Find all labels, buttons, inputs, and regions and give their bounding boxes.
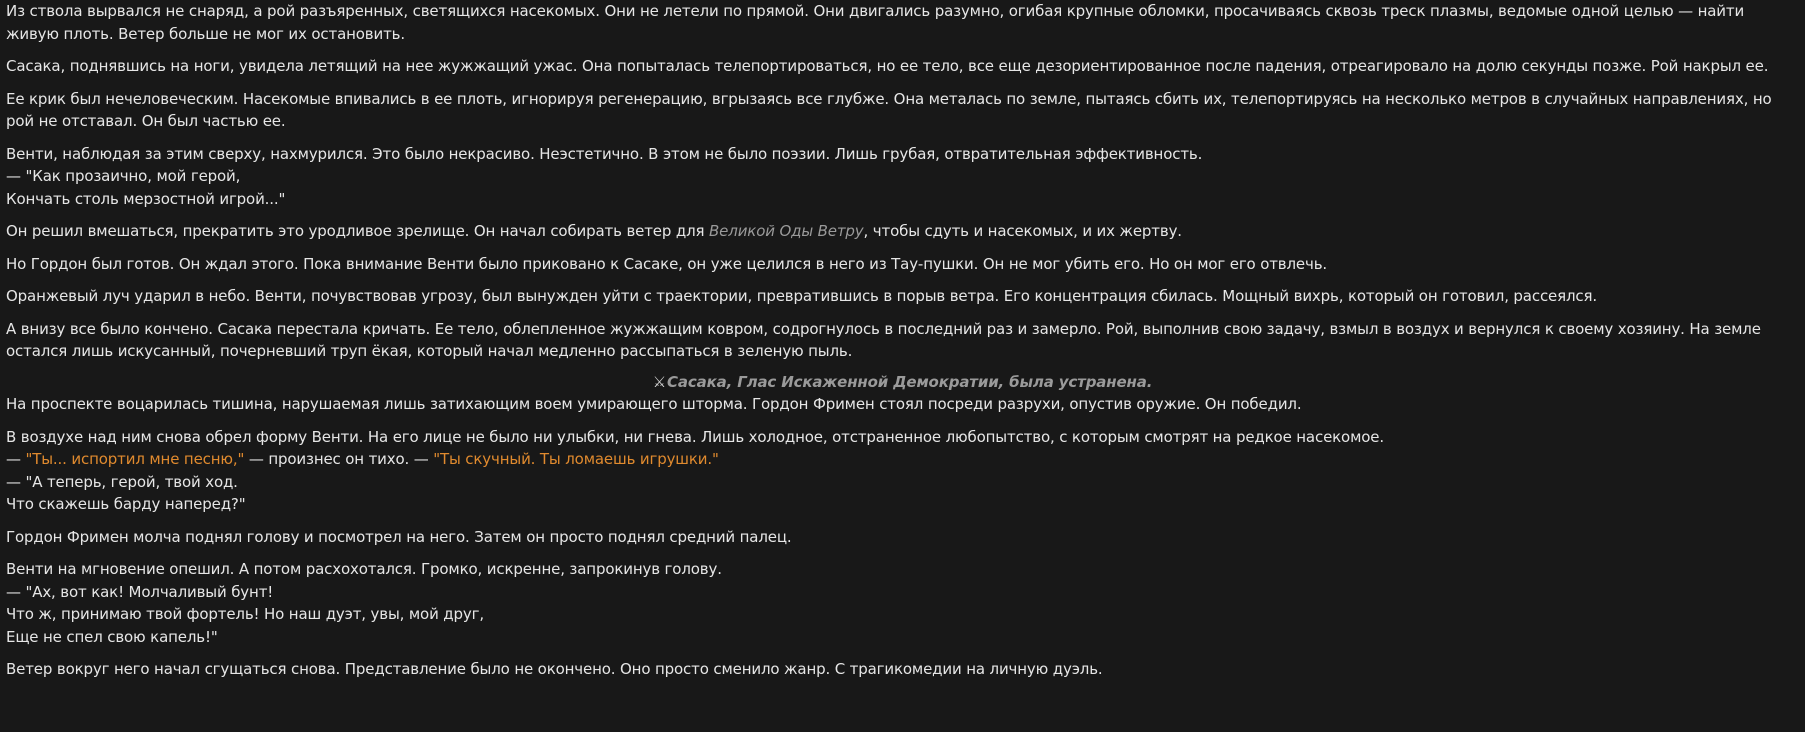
paragraph-2: Сасака, поднявшись на ноги, увидела летящий на нее жужжащий ужас. Она попыталась телепортироваться, но ее тело, все еще дезориентированное после падения, отреагировало на долю секунды позже. Рой накрыл ее.: [6, 57, 1769, 75]
verse-line: Еще не спел свою капель!": [6, 627, 218, 646]
crossed-swords-icon: ⚔: [652, 372, 667, 391]
dialogue-tag: — произнес он тихо. —: [244, 450, 434, 468]
paragraph-7: Оранжевый луч ударил в небо. Венти, почувствовав угрозу, был вынужден уйти с траектории, превратившись в порыв ветра. Его концентрация сбилась. Мощный вихрь, который он готовил, рассеялся.: [6, 287, 1598, 305]
defeat-announcement-text: Сасака, Глас Искаженной Демократии, была устранена.: [667, 372, 1153, 391]
paragraph-12: [6, 558, 1799, 648]
verse-line: Что ж, принимаю твой фортель! Но наш дуэт, увы, мой друг,: [6, 605, 484, 623]
paragraph-3: Ее крик был нечеловеческим. Насекомые впивались в ее плоть, игнорируя регенерацию, вгрызаясь все глубже. Она металась по земле, пытаясь сбить их, телепортируясь на несколько метров в случайных направлениях, но рой не отставал. Он был частью ее.: [6, 89, 1772, 130]
paragraph-9: На проспекте воцарилась тишина, нарушаемая лишь затихающим воем умирающего шторма. Гордон Фримен стоял посреди разрухи, опустив оружие. Он победил.: [6, 395, 1302, 413]
paragraph-4-text: Венти, наблюдая за этим сверху, нахмурился. Это было некрасиво. Неэстетично. В этом не было поэзии. Лишь грубая, отвратительная эффективность.: [6, 144, 1203, 163]
paragraph-10: [6, 426, 1799, 516]
paragraph-6: Но Гордон был готов. Он ждал этого. Пока внимание Венти было приковано к Сасаке, он уже целился в него из Тау-пушки. Он не мог убить его. Но он мог его отвлечь.: [6, 254, 1328, 273]
verse-line: — "Ах, вот как! Молчаливый бунт!: [6, 582, 274, 601]
dialogue-line: [6, 448, 1799, 471]
paragraph-11: Гордон Фримен молча поднял голову и посмотрел на него. Затем он просто поднял средний палец.: [6, 527, 792, 546]
paragraph-5: [6, 220, 1799, 243]
venti-quote: "Ты скучный. Ты ломаешь игрушки.": [433, 450, 719, 468]
verse-line: — "А теперь, герой, твой ход.: [6, 472, 238, 491]
paragraph-5-before: Он решил вмешаться, прекратить это уродливое зрелище. Он начал собирать ветер для: [6, 222, 710, 240]
paragraph-4: [6, 143, 1799, 211]
paragraph-8: А внизу все было кончено. Сасака перестала кричать. Ее тело, облепленное жужжащим ковром, содрогнулось в последний раз и замерло. Рой, выполнив свою задачу, взмыл в воздух и вернулся к своему хозяину. На земле остался лишь искусанный, почерневший труп ёкая, который начал медленно рассыпаться в зеленую пыль.: [6, 319, 1761, 360]
dash: —: [6, 450, 26, 468]
venti-quote: "Ты... испортил мне песню,": [25, 450, 245, 468]
verse-line: Что скажешь барду наперед?": [6, 495, 246, 513]
paragraph-12-text: Венти на мгновение опешил. А потом расхохотался. Громко, искренне, запрокинув голову.: [6, 560, 722, 578]
defeat-announcement: [6, 371, 1799, 394]
paragraph-10-text: В воздухе над ним снова обрел форму Венти. На его лице не было ни улыбки, ни гнева. Лишь холодное, отстраненное любопытство, с которым смотрят на редкое насекомое.: [6, 427, 1384, 446]
paragraph-5-after: , чтобы сдуть и насекомых, и их жертву.: [863, 222, 1182, 240]
paragraph-13: Ветер вокруг него начал сгущаться снова. Представление было не окончено. Оно просто сменило жанр. С трагикомедии на личную дуэль.: [6, 660, 1103, 678]
paragraph-1: Из ствола вырвался не снаряд, а рой разъяренных, светящихся насекомых. Они не летели по прямой. Они двигались разумно, огибая крупные обломки, просачиваясь сквозь треск плазмы, ведомые одной целью — найти живую плоть. Ветер больше не мог их остановить.: [6, 2, 1745, 43]
verse-line: Кончать столь мерзостной игрой...": [6, 189, 286, 208]
ode-term: Великой Оды Ветру: [709, 222, 864, 240]
verse-line: — "Как прозаично, мой герой,: [6, 167, 241, 185]
